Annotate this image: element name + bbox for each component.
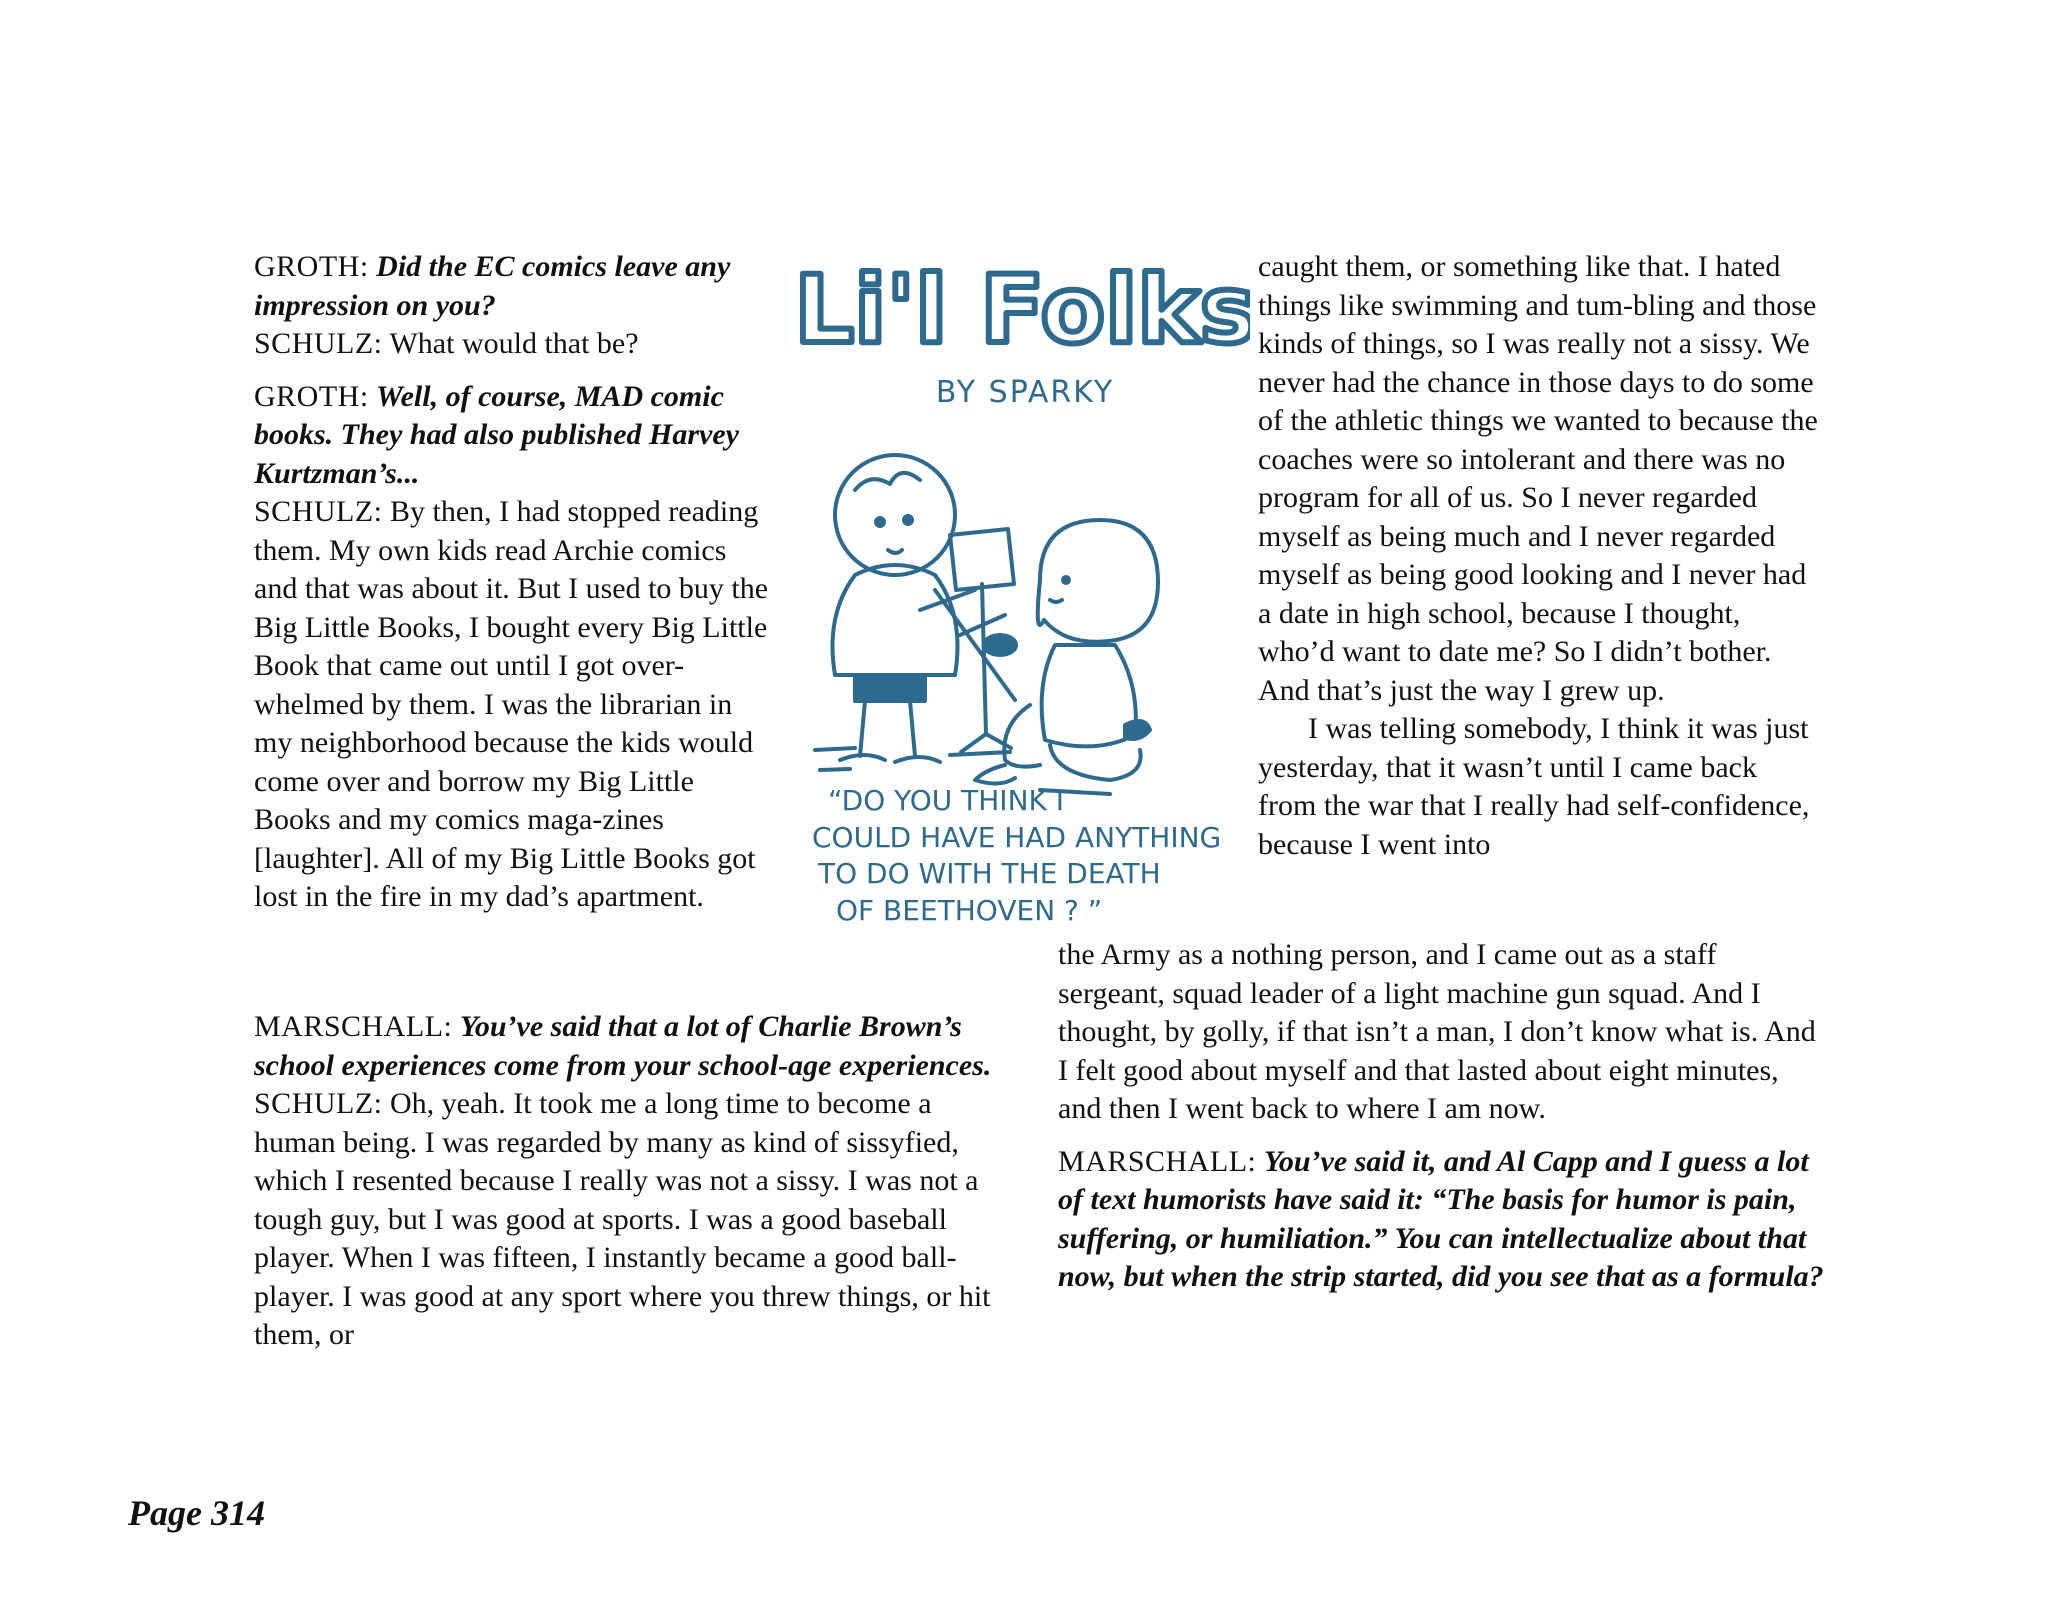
caption-line: “DO YOU THINK I (828, 784, 1065, 817)
right-column (1258, 248, 1818, 864)
speaker-label: GROTH: (254, 379, 369, 413)
question-line (1058, 1143, 1828, 1297)
answer-text: Oh, yeah. It took me a long time to become a human being. I was regarded by many as kind of sissyfied, which I resented because I really was not a sissy. I was not a tough guy, but I was good at sports. I was a good baseball player. When I was fifteen, I instantly became a good ball-player. I was good at any sport where you threw things, or hit them, or (254, 1087, 991, 1351)
paragraph-continued: the Army as a nothing person, and I came out as a staff sergeant, squad leader of a light machine gun squad. And I thought, by golly, if that isn’t a man, I don’t know what is. And I felt good about myself and that lasted about eight minutes, and then I went back to where I am now. (1058, 938, 1816, 1125)
question-line (254, 248, 774, 325)
caption-line: OF BEETHOVEN ? ” (836, 894, 1103, 927)
answer-text: By then, I had stopped reading them. My own kids read Archie comics and that was about it. But I used to buy the Big Little Books, I bought every Big Little Book that came out until I got over-whelmed by them. I was the librarian in my neighborhood because the kids would come over and borrow my Big Little Books and my comics maga-zines [laughter]. All of my Big Little Books got lost in the fire in my dad’s apartment. (254, 495, 769, 913)
speaker-label: SCHULZ: (254, 495, 383, 528)
answer-line (254, 325, 774, 364)
paragraph: I was telling somebody, I think it was just yesterday, that it wasn’t until I came back from the war that I really had self-confidence, because I went into (1258, 712, 1810, 861)
boy-with-violin-figure (833, 455, 1017, 762)
caption-line: TO DO WITH THE DEATH (818, 857, 1161, 890)
question-text: Well, of course, MAD comic books. They had also published Harvey Kurtzman’s... (254, 379, 739, 490)
left-column (254, 248, 774, 917)
lower-right-column (1058, 936, 1828, 1297)
speaker-label: GROTH: (254, 250, 369, 283)
cartoon-byline: BY SPARKY (935, 375, 1115, 410)
cartoon-caption (812, 784, 1221, 927)
paragraph: caught them, or something like that. I hated things like swimming and tum-bling and those kinds of things, so I was really not a sissy. We never had the chance in those days to do some of the athletic things we wanted to because the coaches were so intolerant and there was no program for all of us. So I never regarded myself as being much and I never regarded myself as being good looking and I never had a date in high school, because I thought, who’d want to date me? So I didn’t bother. And that’s just the way I grew up. (1258, 250, 1818, 707)
question-line (254, 1008, 994, 1085)
answer-line (254, 493, 774, 917)
cartoon-title: Li'l Folks (800, 256, 1250, 365)
speaker-label: SCHULZ: (254, 1087, 383, 1120)
caption-line: COULD HAVE HAD ANYTHING (812, 821, 1222, 854)
answer-text: What would that be? (389, 327, 639, 360)
speaker-label: MARSCHALL: (1058, 1144, 1257, 1178)
question-text: You’ve said that a lot of Charlie Brown’s school experiences come from your school-age experiences. (254, 1010, 992, 1082)
lil-folks-cartoon (800, 250, 1250, 940)
question-text: Did the EC comics leave any impression on you? (254, 250, 731, 322)
lower-left-column (254, 1008, 994, 1355)
question-line (254, 378, 774, 494)
speaker-label: SCHULZ: (254, 327, 383, 360)
cartoon-illustration (800, 250, 1250, 940)
page-number: Page 314 (128, 1493, 265, 1533)
speaker-label: MARSCHALL: (254, 1010, 453, 1043)
question-text: You’ve said it, and Al Capp and I guess a lot of text humorists have said it: “The basis for humor is pain, suffering, or humiliation.” You can intellectualize about that now, but when the strip started, did you see that as a formula? (1058, 1144, 1824, 1293)
answer-line (254, 1085, 994, 1355)
